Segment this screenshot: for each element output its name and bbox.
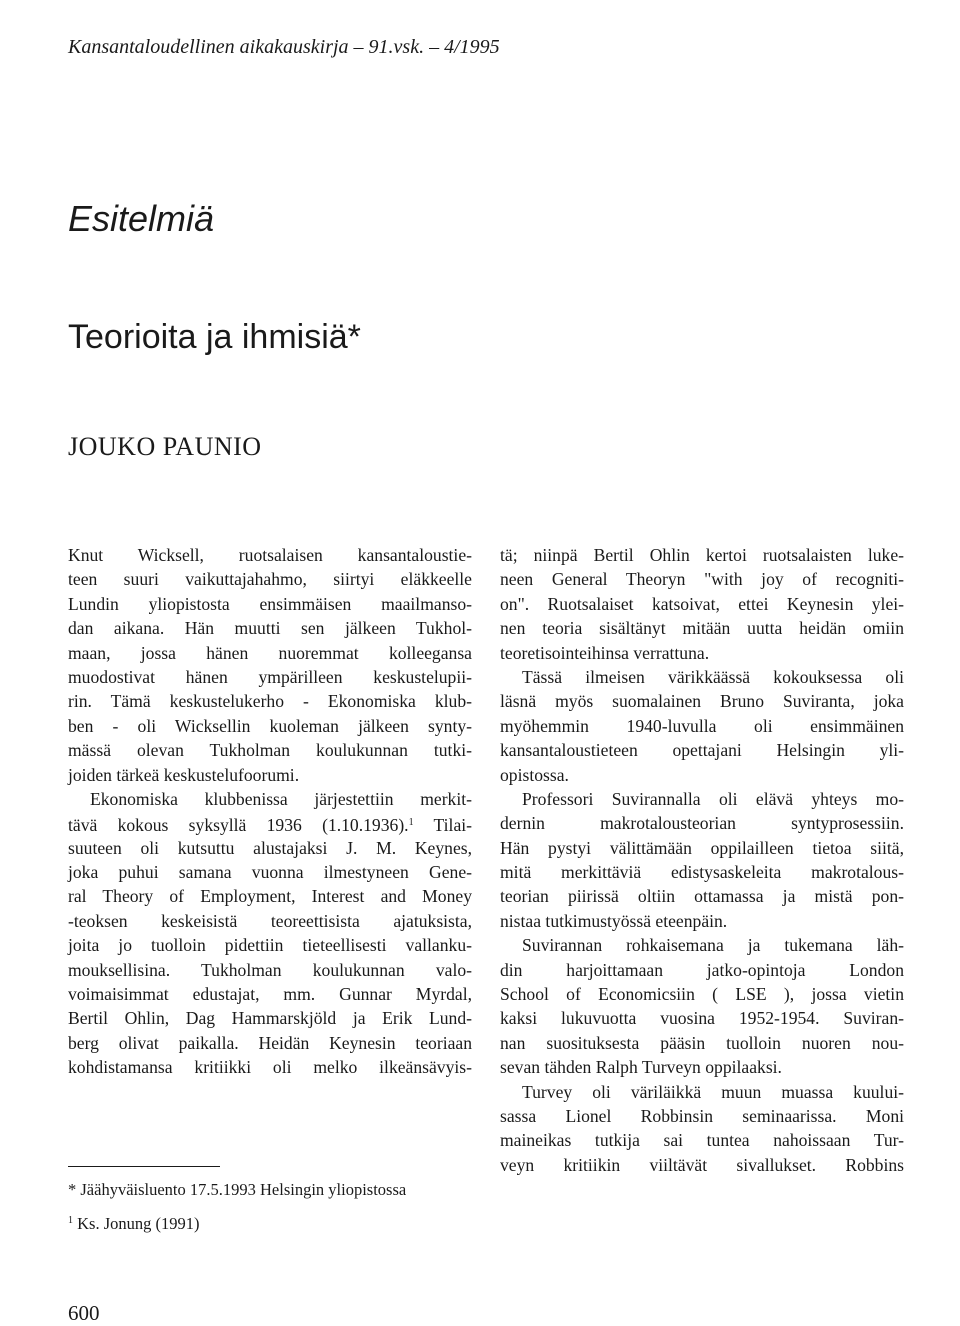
text-line: -teoksen keskeisistä teoreettisista ajatuksista,	[68, 910, 472, 931]
article-title: Teorioita ja ihmisiä*	[68, 318, 361, 356]
text-line: kansantaloustieteen opettajani Helsingin yli-	[500, 740, 904, 761]
right-column	[500, 543, 904, 1177]
text-fragment: tävä kokous syksyllä 1936 (1.10.1936).	[68, 815, 409, 836]
text-line: tä; niinpä Bertil Ohlin kertoi ruotsalaisten luke-	[500, 545, 904, 565]
text-line: maan, jossa hänen nuoremmat kolleegansa	[68, 642, 472, 663]
footnote-divider	[68, 1166, 220, 1167]
text-line: nan suosituksesta pääsin tuolloin nuoren nou-	[500, 1032, 904, 1053]
footnote-text: Ks. Jonung (1991)	[73, 1214, 200, 1233]
text-line-with-footnote	[68, 811, 472, 835]
text-line: teorian piirissä oltiin ottamassa ja mistä pon-	[500, 886, 904, 907]
text-line: nen teoria sisältänyt mitään uutta heidän omiin	[500, 618, 904, 639]
text-line: suuteen oli kutsuttu alustajaksi J. M. Keynes,	[68, 837, 472, 858]
text-line: voimaisimmat edustajat, mm. Gunnar Myrdal,	[68, 984, 472, 1005]
text-line: Suvirannan rohkaisemana ja tukemana läh-	[522, 935, 904, 956]
text-line: Turvey oli väriläikkä muun muassa kuului-	[522, 1081, 904, 1102]
text-line: veyn kritiikin viiltävät sivallukset. Robbins	[500, 1154, 904, 1175]
text-line: ral Theory of Employment, Interest and Money	[68, 886, 472, 907]
text-line: joka puhui samana vuonna ilmestyneen Gene-	[68, 862, 472, 883]
text-line: Tässä ilmeisen värikkäässä kokouksessa oli	[522, 666, 904, 687]
text-line: School of Economicsiin ( LSE ), jossa vietin	[500, 984, 904, 1005]
text-line: ben - oli Wicksellin kuoleman jälkeen synty-	[68, 715, 472, 736]
text-line: myöhemmin 1940-luvulla oli ensimmäinen	[500, 715, 904, 736]
footnote-1: * Jäähyväisluento 17.5.1993 Helsingin yliopistossa	[68, 1180, 407, 1199]
text-line: Bertil Ohlin, Dag Hammarskjöld ja Erik Lund-	[68, 1008, 472, 1029]
author-name: JOUKO PAUNIO	[68, 432, 262, 461]
text-line: teen suuri vaikuttajahahmo, siirtyi eläkkeelle	[68, 569, 472, 590]
text-line: kaksi lukuvuotta vuosina 1952-1954. Suviran-	[500, 1008, 904, 1029]
text-line: Knut Wicksell, ruotsalaisen kansantaloustie-	[68, 545, 472, 565]
footnote-2	[68, 1214, 200, 1234]
text-line: on". Ruotsalaiset katsoivat, ettei Keynesin ylei-	[500, 593, 904, 614]
text-line: teoretisointeihinsa verrattuna.	[500, 642, 710, 663]
section-title: Esitelmiä	[68, 198, 215, 239]
text-line: mässä olevan Tukholman koulukunnan tutki-	[68, 740, 472, 761]
text-line: muodostivat hänen ympärilleen keskustelupii-	[68, 666, 472, 687]
text-line: mouksellisina. Tukholman koulukunnan valo-	[68, 959, 472, 980]
footnote-marker: 1	[68, 1215, 73, 1226]
text-line: kohdistamansa kritiikki oli melko ilkeänsävyis-	[68, 1057, 472, 1078]
journal-header: Kansantaloudellinen aikakauskirja – 91.vsk. – 4/1995	[68, 36, 500, 58]
text-line: nistaa tutkimustyössä eteenpäin.	[500, 910, 728, 931]
text-line: sevan tähden Ralph Turveyn oppilaaksi.	[500, 1057, 782, 1078]
text-line: neen General Theoryn "with joy of recogniti-	[500, 569, 904, 590]
text-line: dernin makrotalousteorian syntyprosessiin.	[500, 813, 904, 834]
text-line: sassa Lionel Robbinsin seminaarissa. Moni	[500, 1105, 904, 1126]
text-line: Professori Suvirannalla oli elävä yhteys mo-	[522, 788, 904, 809]
text-line: läsnä myös suomalainen Bruno Suviranta, joka	[500, 691, 904, 712]
text-line: Ekonomiska klubbenissa järjestettiin merkit-	[90, 788, 472, 809]
text-line: opistossa.	[500, 764, 569, 785]
text-line: rin. Tämä keskustelukerho - Ekonomiska klub-	[68, 691, 472, 712]
text-line: berg olivat paikalla. Heidän Keynesin teoriaan	[68, 1032, 472, 1053]
text-line: din harjoittamaan jatko-opintoja London	[500, 959, 904, 980]
footnote-ref: 1	[408, 817, 414, 829]
text-line: mitä merkittäviä edistysaskeleita makrotalous-	[500, 862, 904, 883]
text-line: dan aikana. Hän muutti sen jälkeen Tukhol-	[68, 618, 472, 639]
text-line: maineikas tutkija sai tuntea nahoissaan Tur-	[500, 1130, 904, 1151]
text-line: joita jo tuolloin pidettiin tieteellisesti vallanku-	[68, 935, 472, 956]
page-number: 600	[68, 1301, 100, 1325]
text-line: Lundin yliopistosta ensimmäisen maailmanso-	[68, 593, 472, 614]
text-line: Hän pystyi välittämään oppilailleen tietoa siitä,	[500, 837, 904, 858]
text-line: joiden tärkeä keskustelufoorumi.	[68, 764, 300, 785]
left-column	[68, 543, 472, 1080]
text-fragment: Tilai-	[413, 815, 472, 836]
